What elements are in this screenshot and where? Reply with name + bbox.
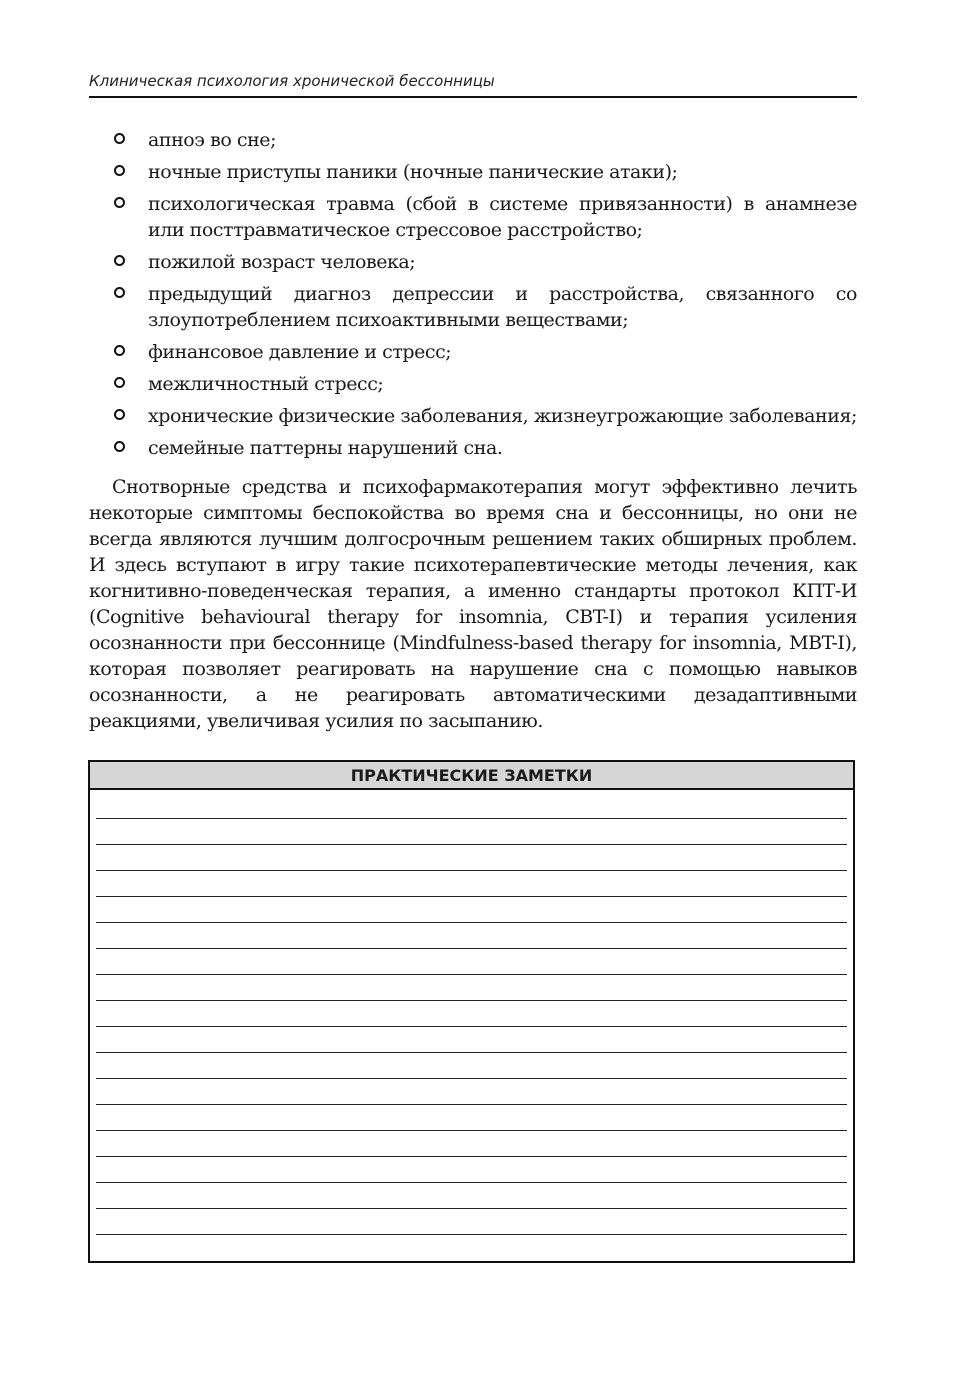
circle-bullet-icon (114, 345, 125, 356)
note-line (96, 870, 847, 871)
circle-bullet-icon (114, 377, 125, 388)
circle-bullet-icon (114, 133, 125, 144)
notes-title: ПРАКТИЧЕСКИЕ ЗАМЕТКИ (90, 762, 853, 790)
list-item: ночные приступы паники (ночные панические атаки); (89, 159, 857, 185)
note-line (96, 818, 847, 819)
list-item: семейные паттерны нарушений сна. (89, 435, 857, 461)
bullet-list (89, 127, 857, 467)
circle-bullet-icon (114, 287, 125, 298)
note-line (96, 974, 847, 975)
note-line (96, 1026, 847, 1027)
note-line (96, 1000, 847, 1001)
note-line (96, 1130, 847, 1131)
note-line (96, 1234, 847, 1235)
note-line (96, 948, 847, 949)
body-paragraph: Снотворные средства и психофармакотерапия могут эффективно лечить некоторые симптомы беспокойства во время сна и бессонницы, но они не всегда являются лучшим долгосрочным решением таких обширных проблем. И здесь вступают в игру такие психотерапевтические методы лечения, как когнитивно-поведенческая терапия, а именно стандарты протокол КПТ-И (Cognitive behavioural therapy for insomnia, CBT-I) и терапия усиления осознанности при бессоннице (Mindfulness-based therapy for insomnia, MBT-I), которая позволяет реагировать на нарушение сна с помощью навыков осознанности, а не реагировать автоматическими дезадаптивными реакциями, увеличивая усилия по засыпанию. (89, 476, 857, 732)
note-line (96, 1156, 847, 1157)
list-item: хронические физические заболевания, жизнеугрожающие заболевания; (89, 403, 857, 429)
note-line (96, 844, 847, 845)
circle-bullet-icon (114, 255, 125, 266)
note-line (96, 1104, 847, 1105)
list-item: апноэ во сне; (89, 127, 857, 153)
circle-bullet-icon (114, 441, 125, 452)
practical-notes-box (88, 760, 855, 1263)
list-item: пожилой возраст человека; (89, 249, 857, 275)
note-line (96, 896, 847, 897)
circle-bullet-icon (114, 197, 125, 208)
list-item: финансовое давление и стресс; (89, 339, 857, 365)
list-item: предыдущий диагноз депрессии и расстройства, связанного со злоупотреблением психоактивными веществами; (89, 281, 857, 333)
list-item: психологическая травма (сбой в системе привязанности) в анамнезе или посттравматическое стрессовое расстройство; (89, 191, 857, 243)
note-line (96, 1052, 847, 1053)
running-title: Клиническая психология хронической бессонницы (89, 72, 857, 98)
note-line (96, 1078, 847, 1079)
note-line (96, 1208, 847, 1209)
note-line (96, 1182, 847, 1183)
circle-bullet-icon (114, 165, 125, 176)
list-item: межличностный стресс; (89, 371, 857, 397)
circle-bullet-icon (114, 409, 125, 420)
note-line (96, 922, 847, 923)
